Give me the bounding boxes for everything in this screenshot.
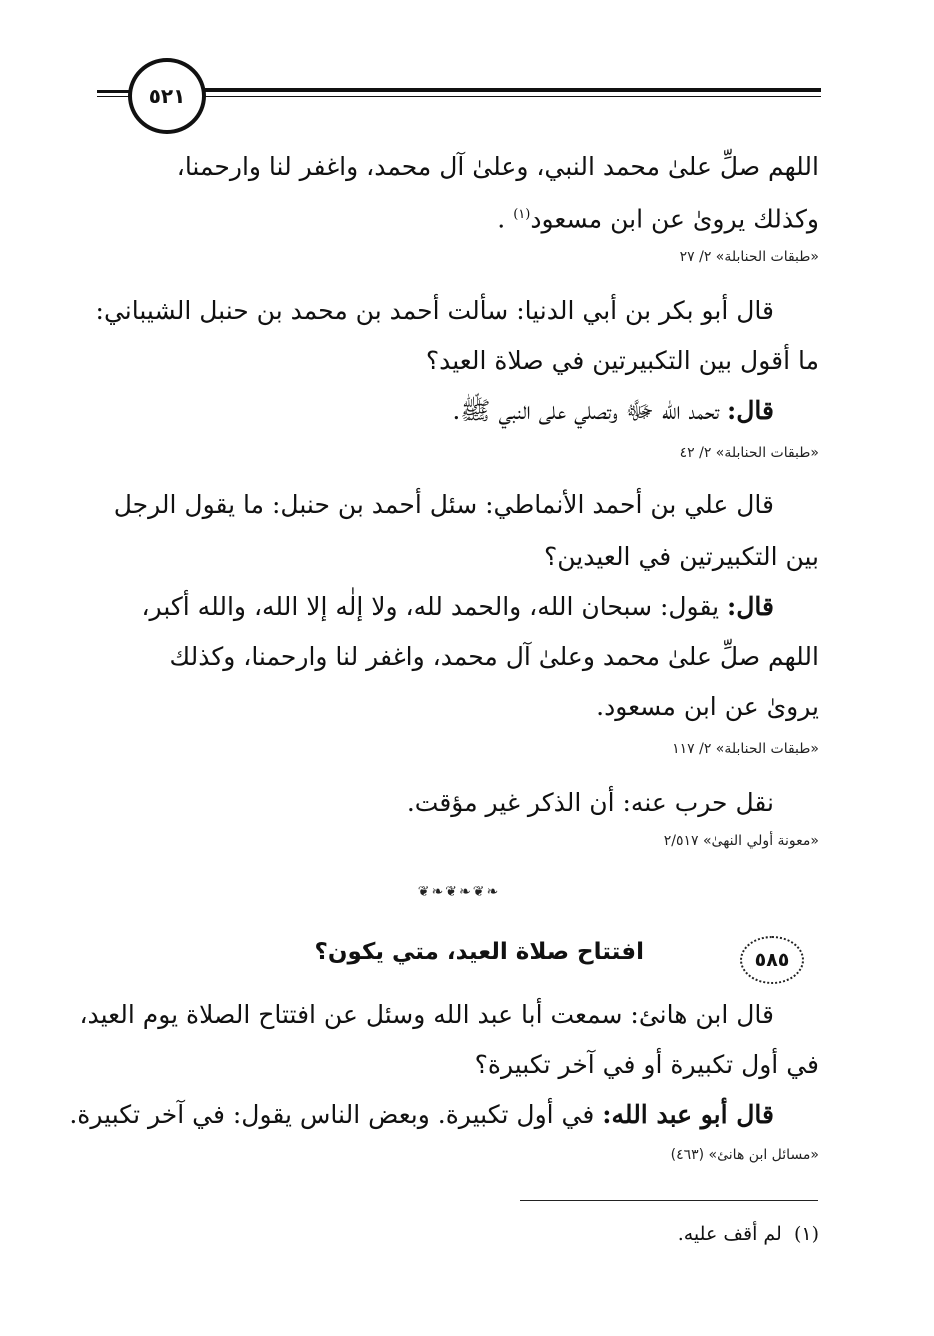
- footnote-text: لم أقف عليه.: [677, 1223, 782, 1245]
- para1-line2-text: وكذلك يروىٰ عن ابن مسعود: [530, 204, 819, 234]
- para5-line2: في أول تكبيرة أو في آخر تكبيرة؟: [474, 1050, 819, 1079]
- citation-3: «طبقات الحنابلة» ٢/ ١١٧: [672, 741, 819, 757]
- para3-answer-line2: اللهم صلِّ علىٰ محمد وعلىٰ آل محمد، واغفر لنا وارحمنا، وكذلك: [169, 642, 819, 671]
- header-rule-thin: [185, 96, 821, 97]
- para2-line2: ما أقول بين التكبيرتين في صلاة العيد؟: [425, 346, 819, 375]
- citation-2: «طبقات الحنابلة» ٢/ ٤٢: [679, 445, 819, 461]
- para5-answer: [69, 1098, 774, 1132]
- footnote-ref[interactable]: (١): [513, 207, 531, 222]
- footnote-rule: [520, 1200, 818, 1201]
- para3-answer-line3: يروىٰ عن ابن مسعود.: [596, 692, 819, 721]
- para4-line1: نقل حرب عنه: أن الذكر غير مؤقت.: [406, 788, 774, 817]
- para2-line1: قال أبو بكر بن أبي الدنيا: سألت أحمد بن محمد بن حنبل الشيباني:: [95, 296, 774, 325]
- section-number: ٥٨٥: [754, 949, 790, 971]
- answer-text: تحمد الله ﷻ وتصلي على النبي ﷺ.: [452, 396, 720, 425]
- answer-text: يقول: سبحان الله، والحمد لله، ولا إلٰه إلا الله، والله أكبر،: [141, 592, 720, 621]
- section-number-badge: [740, 936, 804, 984]
- footnote-marker: (١): [793, 1223, 819, 1245]
- para2-answer: [452, 394, 774, 428]
- section-title: افتتاح صلاة العيد، متي يكون؟: [314, 939, 644, 965]
- citation-4: «معونة أولي النهىٰ» ٢/٥١٧: [663, 833, 819, 849]
- answer-label: قال:: [727, 396, 774, 425]
- para1-line1: اللهم صلِّ علىٰ محمد النبي، وعلىٰ آل محمد، واغفر لنا وارحمنا،: [176, 152, 819, 181]
- footnote: [678, 1220, 819, 1248]
- para3-answer-line1: [141, 590, 774, 624]
- page-number: [128, 58, 206, 134]
- para3-line2: بين التكبيرتين في العيدين؟: [543, 542, 819, 571]
- citation-5: «مسائل ابن هانئ» (٤٦٣): [670, 1147, 819, 1163]
- para1-line2-end: .: [497, 204, 506, 234]
- header-rule: [185, 88, 821, 92]
- answer-label: قال أبو عبد الله:: [602, 1100, 774, 1129]
- citation-1: «طبقات الحنابلة» ٢/ ٢٧: [679, 249, 819, 265]
- para5-line1: قال ابن هانئ: سمعت أبا عبد الله وسئل عن افتتاح الصلاة يوم العيد،: [79, 1000, 774, 1029]
- para1-line2: [497, 198, 819, 236]
- page-number-text: ٥٢١: [148, 84, 186, 108]
- answer-text: في أول تكبيرة. وبعض الناس يقول: في آخر تكبيرة.: [69, 1100, 595, 1129]
- para3-line1: قال علي بن أحمد الأنماطي: سئل أحمد بن حنبل: ما يقول الرجل: [113, 490, 774, 519]
- answer-label: قال:: [727, 592, 774, 621]
- ornament-divider: ❦❧❦❧❦❧: [417, 884, 501, 900]
